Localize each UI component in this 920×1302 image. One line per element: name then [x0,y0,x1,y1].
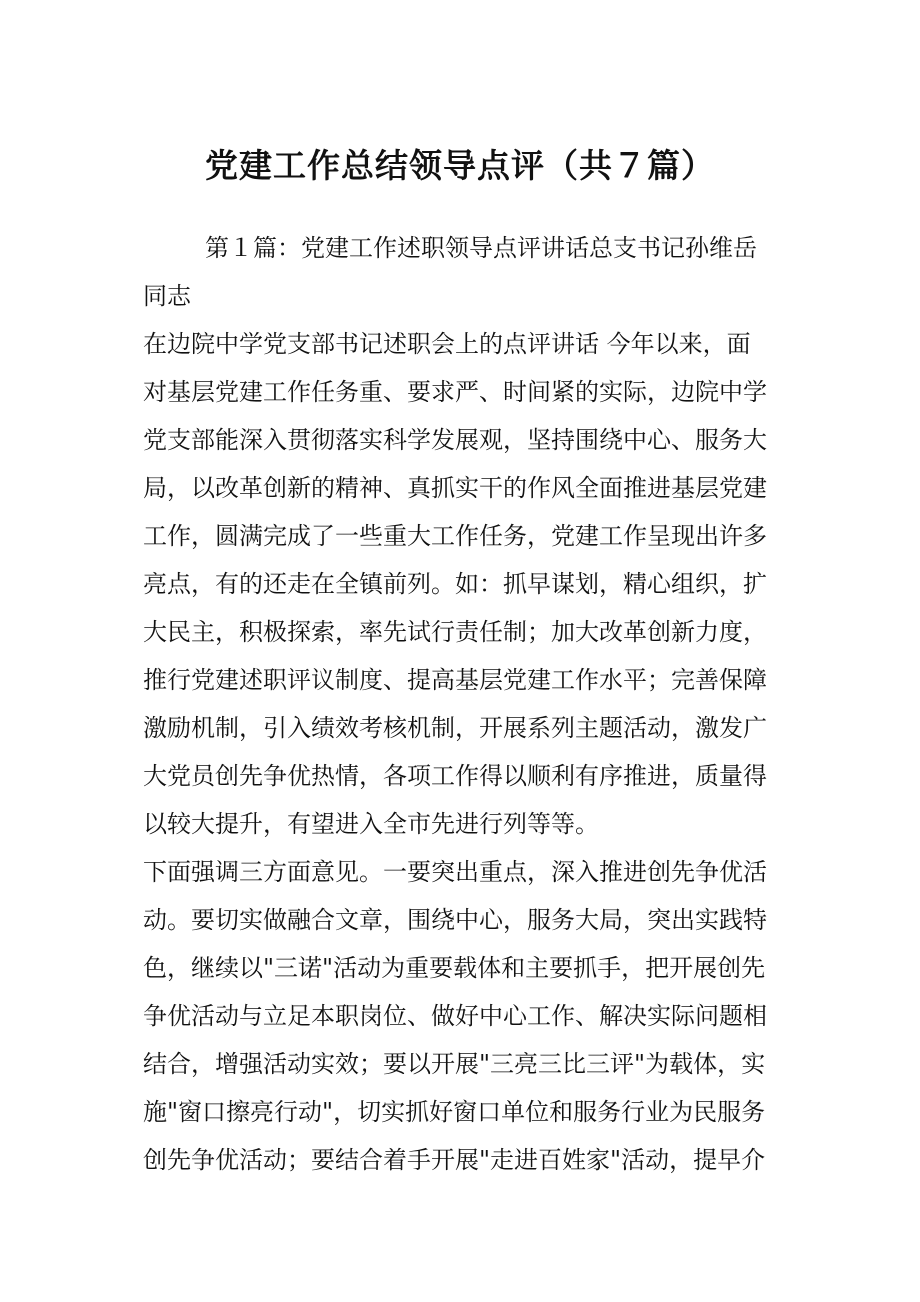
text-line: 下面强调三方面意见。一要突出重点，深入推进创先争优活 [143,858,767,886]
text-line: 亮点，有的还走在全镇前列。如：抓早谋划，精心组织，扩 [143,570,767,598]
text-line: 大党员创先争优热情，各项工作得以顺利有序推进，质量得 [143,762,767,790]
text-line: 局，以改革创新的精神、真抓实干的作风全面推进基层党建 [143,474,767,502]
text-line: 争优活动与立足本职岗位、做好中心工作、解决实际问题相 [143,1002,767,1030]
document-body [143,224,783,1184]
text-line: 以较大提升，有望进入全市先进行列等等。 [143,810,599,838]
text-line: 色，继续以"三诺"活动为重要载体和主要抓手，把开展创先 [143,954,766,982]
text-line: 动。要切实做融合文章，围绕中心，服务大局，突出实践特 [143,906,767,934]
text-line: 施"窗口擦亮行动"，切实抓好窗口单位和服务行业为民服务 [143,1098,766,1126]
text-line: 第１篇：党建工作述职领导点评讲话总支书记孙维岳 [205,234,757,262]
text-line: 在边院中学党支部书记述职会上的点评讲话 今年以来，面 [143,330,751,358]
text-line: 对基层党建工作任务重、要求严、时间紧的实际，边院中学 [143,378,767,406]
text-line: 结合，增强活动实效；要以开展"三亮三比三评"为载体，实 [143,1050,766,1078]
text-line: 推行党建述职评议制度、提高基层党建工作水平；完善保障 [143,666,767,694]
text-line: 党支部能深入贯彻落实科学发展观，坚持围绕中心、服务大 [143,426,767,454]
text-line: 创先争优活动；要结合着手开展"走进百姓家"活动，提早介 [143,1146,766,1174]
document-title: 党建工作总结领导点评（共７篇） [205,146,715,185]
text-line: 激励机制，引入绩效考核机制，开展系列主题活动，激发广 [143,714,767,742]
text-line: 同志 [143,282,191,310]
text-line: 大民主，积极探索，率先试行责任制；加大改革创新力度， [143,618,767,646]
text-line: 工作，圆满完成了一些重大工作任务，党建工作呈现出许多 [143,522,767,550]
